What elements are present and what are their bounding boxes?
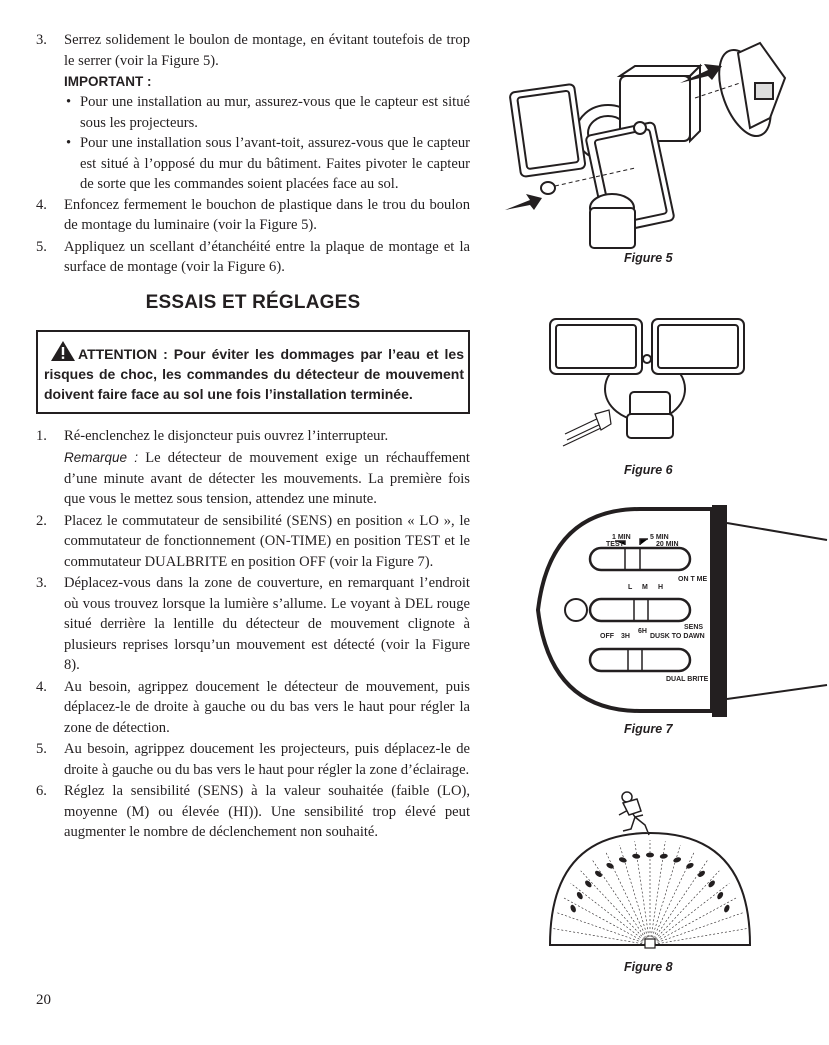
step-text: Au besoin, agrippez doucement les projecteurs, puis déplacez-le de droite à gauche ou du bas vers le haut pour régler la zone d’éclairage. (64, 741, 470, 778)
step-number: 3. (36, 575, 47, 591)
fig7-label-1min: 1 MIN (612, 534, 631, 541)
fig7-label-sens: SENS (684, 624, 704, 631)
install-step-4 (36, 195, 470, 236)
install-step-3 (36, 30, 470, 71)
fig7-label-off: OFF (600, 633, 614, 640)
warning-box (36, 330, 470, 414)
step-number: 6. (36, 783, 47, 799)
test-step-1 (36, 426, 470, 510)
step-number: 4. (36, 678, 47, 695)
remark (64, 448, 470, 510)
step-number: 5. (36, 238, 47, 255)
fig7-label-20min: 20 MIN (656, 541, 679, 548)
test-step-2 (36, 511, 470, 573)
test-step-5 (36, 739, 470, 780)
step-number: 5. (36, 741, 47, 757)
bullet-text: Pour une installation au mur, assurez-vous que le capteur est situé sous les projecteurs. (80, 94, 470, 131)
step-number: 2. (36, 512, 47, 529)
step-text: Ré-enclenchez le disjoncteur puis ouvrez l’interrupteur. (64, 427, 389, 444)
figure-7-illustration (530, 505, 829, 717)
test-step-4 (36, 677, 470, 739)
fig7-label-5min: 5 MIN (650, 534, 669, 541)
page-number: 20 (36, 992, 51, 1008)
step-text: Au besoin, agrippez doucement le détecteur de mouvement, puis déplacez-le de droite à gauche ou du bas vers le haut pour régler la zone de détection. (64, 678, 470, 736)
step-text: Réglez la sensibilité (SENS) à la valeur souhaitée (faible (LO), moyenne (M) ou élevée (HI)). Une sensibilité trop élevé peut augmenter le nombre de déclenchement non souhaité. (64, 783, 470, 840)
fig7-label-h: H (658, 584, 664, 591)
install-step-5 (36, 237, 470, 278)
fig7-label-3h: 3H (621, 633, 630, 640)
step-text: Appliquez un scellant d’étanchéité entre la plaque de montage et la surface de montage (voir la Figure 6). (64, 238, 470, 275)
remark-text: Le détecteur de mouvement exige un réchauffement d’une minute avant de détecter les mouvements. La première fois que vous le mettez sous tension, attendez une minute. (64, 450, 470, 507)
bullet-item: • Pour une installation au mur, assurez-vous que le capteur est situé sous les projecteurs. (66, 94, 470, 131)
step-text: Placez le commutateur de sensibilité (SENS) en position « LO », le commutateur de fonctionnement (ON-TIME) en position TEST et le commutateur DUALBRITE en position OFF (voir la Figure 7). (64, 512, 470, 570)
step-text: Déplacez-vous dans la zone de couverture, en remarquant l’endroit où vous trouvez lorsque la lumière s’allume. Le voyant à DEL rouge situé derrière la lentille du détecteur de mouvement clignote à plusieurs reprises lorsqu’un mouvement est détecté (voir la Figure 8). (64, 575, 470, 673)
fig7-label-test: TEST (606, 541, 624, 548)
step-text: Enfoncez fermement le bouchon de plastique dans le trou du boulon de montage du luminaire (voir la Figure 5). (64, 196, 470, 233)
figure-5-illustration (500, 28, 825, 253)
footprint (646, 853, 654, 858)
fig7-label-dusk: DUSK TO DAWN (650, 633, 705, 640)
fig7-label-m: M (642, 584, 648, 591)
warning-triangle-icon (50, 340, 76, 362)
text-column (36, 30, 470, 844)
fig7-label-6h: 6H (638, 628, 647, 635)
test-step-6 (36, 781, 470, 843)
fig7-label-ontime: ON T ME (678, 576, 708, 583)
step-number: 4. (36, 196, 47, 213)
bullet-item: • Pour une installation sous l’avant-toit, assurez-vous que le capteur est situé à l’opposé du mur du bâtiment. Faites pivoter le capteur de sorte que les commandes soient placées face au sol. (66, 135, 470, 192)
bullet-text: Pour une installation sous l’avant-toit, assurez-vous que le capteur est situé à l’opposé du mur du bâtiment. Faites pivoter le capteur de sorte que les commandes soient placées face au sol. (80, 135, 470, 192)
figure-8-illustration (545, 785, 755, 955)
test-step-3 (36, 573, 470, 676)
figure-8-caption: Figure 8 (624, 960, 673, 974)
warning-text: ATTENTION : Pour éviter les dommages par l’eau et les risques de choc, les commandes du détecteur de mouvement doivent faire face au sol une fois l’installation terminée. (44, 345, 464, 402)
remark-label: Remarque : (64, 450, 139, 465)
figure-6-caption: Figure 6 (624, 463, 673, 477)
step-number: 3. (36, 32, 47, 48)
figure-6-illustration (545, 314, 755, 464)
fig7-label-l: L (628, 584, 633, 591)
figure-7-caption: Figure 7 (624, 722, 673, 736)
section-title: ESSAIS ET RÉGLAGES (145, 291, 361, 313)
important-label: IMPORTANT : (64, 74, 152, 89)
figure-5-caption: Figure 5 (624, 251, 673, 265)
fig7-label-dualbrite: DUAL BRITE (666, 676, 709, 683)
step-text: Serrez solidement le boulon de montage, en évitant toutefois de trop le serrer (voir la Figure 5). (64, 32, 470, 69)
step-number: 1. (36, 427, 47, 444)
